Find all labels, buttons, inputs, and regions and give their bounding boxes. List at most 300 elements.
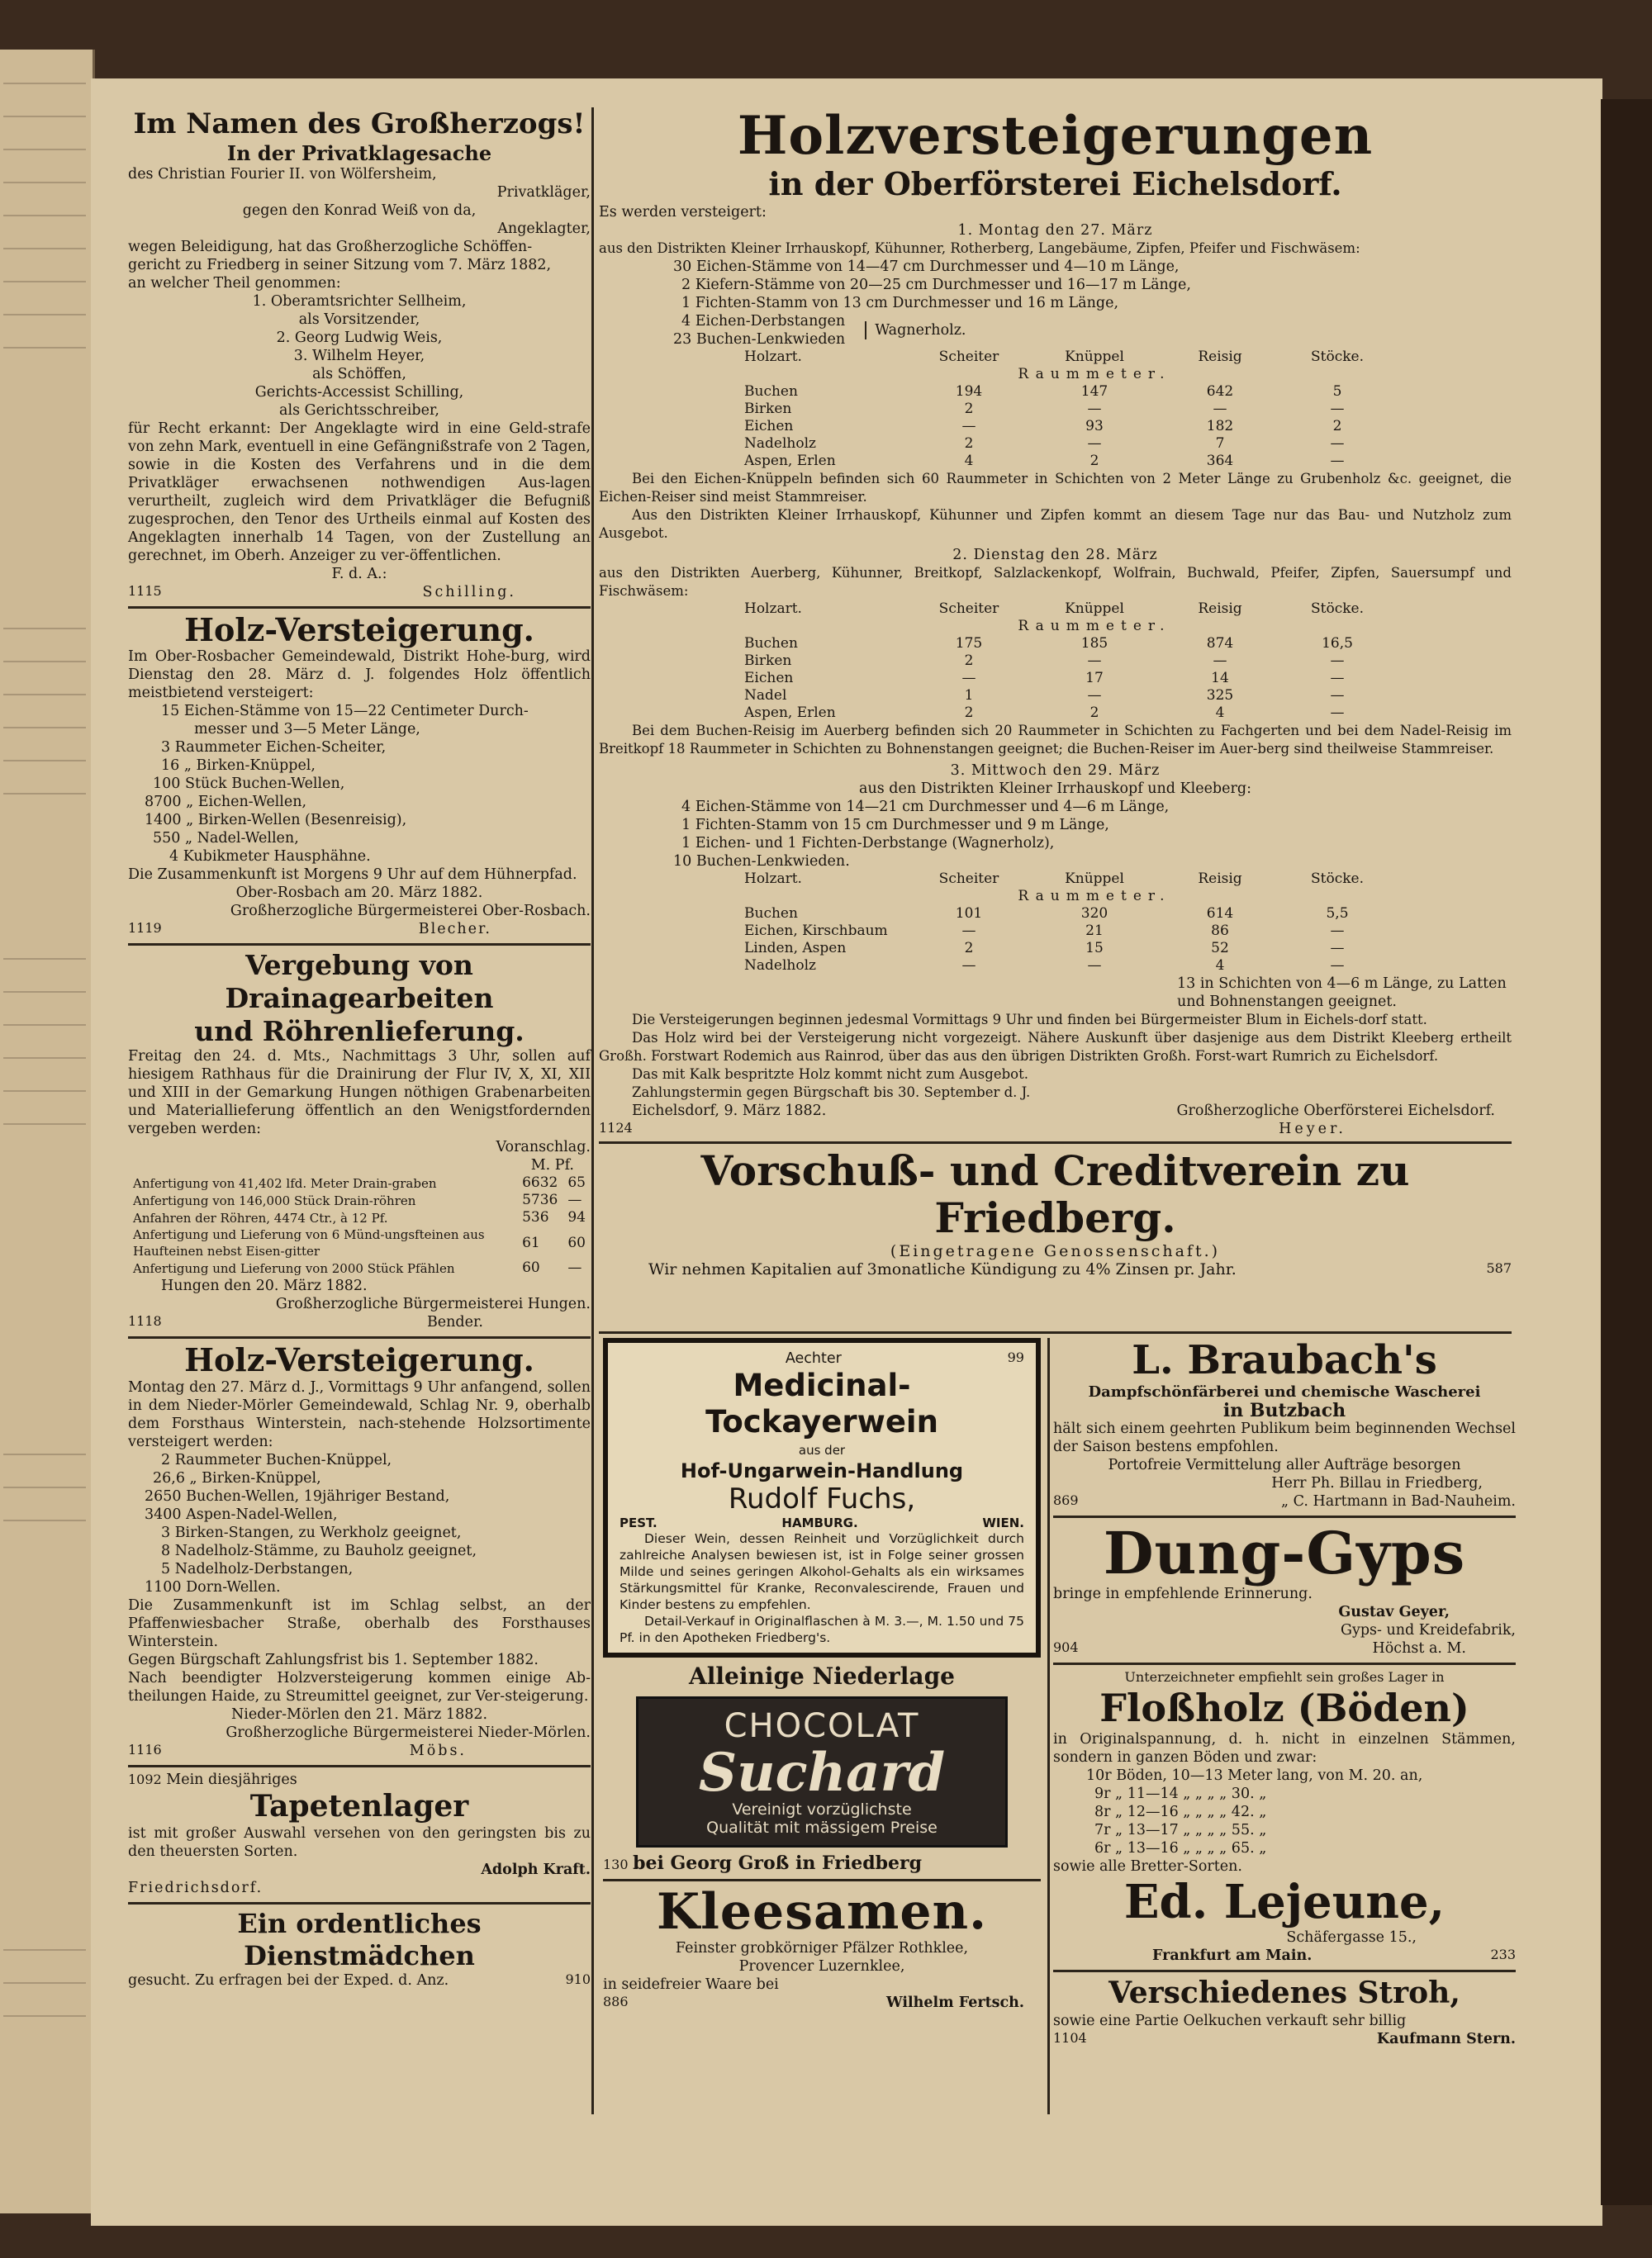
tokay-wine-ad <box>603 1338 1041 1658</box>
text-line: Privatkläger, <box>496 183 591 201</box>
table-cell: 2 <box>1089 452 1099 469</box>
ad-title: Tapetenlager <box>249 1788 469 1824</box>
maid-wanted-ad <box>128 1908 591 1990</box>
intro-text: Es werden versteigert: <box>599 203 767 221</box>
list-item: 16 „ Birken-Knüppel, <box>161 757 316 775</box>
table-header: Holzart. <box>744 870 802 887</box>
table-cell: 2 <box>964 939 974 956</box>
table-header: Reisig <box>1198 348 1242 365</box>
table-cell: Birken <box>744 652 792 669</box>
table-cell: — <box>1330 939 1345 956</box>
table-cell: 2 <box>964 652 974 669</box>
text-line: Feinster grobkörniger Pfälzer Rothklee, <box>675 1939 969 1957</box>
districts: aus den Distrikten Kleiner Irrhauskopf, Kühunner, Rotherberg, Langebäume, Zipfen, Pfeifer und Fischwäsem: <box>599 240 1360 256</box>
table-row <box>739 366 1392 383</box>
table-row <box>739 635 1392 652</box>
table-cell: 147 <box>1080 382 1108 400</box>
place-date: Eichelsdorf, 9. März 1882. <box>632 1102 827 1119</box>
brand-name: Suchard <box>698 1741 946 1804</box>
table-cell: 5736 <box>522 1192 558 1209</box>
text-line: Gerichts-Accessist Schilling, <box>254 383 464 401</box>
drainage-tender <box>128 949 591 1331</box>
ad-number: 1116 <box>128 1741 162 1758</box>
text-line: wegen Beleidigung, hat das Großherzogliche Schöffen- <box>128 238 533 255</box>
book-edge <box>1601 99 1652 2205</box>
divider <box>1053 1970 1516 1972</box>
table-header: Reisig <box>1198 870 1242 887</box>
address: Schäfergasse 15., <box>1286 1929 1417 1947</box>
table-header: M. Pf. <box>530 1157 574 1174</box>
table-cell: Buchen <box>744 634 798 652</box>
list-item: 8 Nadelholz-Stämme, zu Bauholz geeignet, <box>161 1542 477 1559</box>
ad-footer <box>1053 1492 1516 1511</box>
table-cell: — <box>1330 452 1345 469</box>
ad-number: 886 <box>603 1993 629 2009</box>
signature: Adolph Kraft. <box>481 1862 591 1879</box>
raft-wood-ad <box>1053 1668 1516 1965</box>
authority: Großherzogliche Bürgermeisterei Nieder-Mörlen. <box>225 1724 591 1741</box>
ad-number: 99 <box>1007 1350 1024 1365</box>
table-cell: — <box>1087 956 1102 974</box>
ad-top <box>620 1350 1024 1368</box>
notice-title: Im Namen des Großherzogs! <box>133 107 586 140</box>
table-row <box>739 687 1392 704</box>
day-heading: 3. Mittwoch den 29. März <box>950 761 1161 779</box>
list-item: 1 Fichten-Stamm von 15 cm Durchmesser und 9 m Länge, <box>681 816 1109 833</box>
ad-title: Vorschuß- und Creditverein zu Friedberg. <box>700 1146 1410 1243</box>
text-line: als Vorsitzender, <box>298 311 420 328</box>
place-date: Nieder-Mörlen den 21. März 1882. <box>230 1705 488 1723</box>
ad-city: Frankfurt am Main. <box>1152 1947 1313 1965</box>
ad-body: Im Ober-Rosbacher Gemeindewald, Distrikt Hohe-burg, wird Dienstag den 28. März d. J. folgendes Holz öffentlich meistbietend versteigert: <box>128 648 591 702</box>
chocolate-logo <box>636 1696 1008 1848</box>
table-cell: — <box>1330 956 1345 974</box>
table-header: Stöcke. <box>1311 870 1364 887</box>
table-header: Knüppel <box>1065 870 1124 887</box>
signature: Möbs. <box>409 1742 467 1759</box>
table-cell: — <box>1213 400 1227 417</box>
ad-number: 1119 <box>128 920 162 937</box>
table-cell: — <box>1213 652 1227 669</box>
ad-title: Vergebung von Drainagearbeiten <box>225 949 494 1015</box>
list-item: 550 „ Nadel-Wellen, <box>153 830 299 847</box>
list-item: messer und 3—5 Meter Länge, <box>194 721 420 738</box>
ad-number: 1124 <box>599 1119 633 1136</box>
table-cell: 21 <box>1085 922 1104 939</box>
list-item: 2 Raummeter Buchen-Knüppel, <box>161 1451 392 1468</box>
divider <box>599 1331 1512 1334</box>
ad-body: Gegen Bürgschaft Zahlungsfrist bis 1. September 1882. <box>128 1651 539 1668</box>
table-cell: 182 <box>1206 417 1234 434</box>
day2-table <box>739 600 1392 722</box>
city: PEST. <box>620 1515 657 1530</box>
ad-body: bringe in empfehlende Erinnerung. <box>1053 1586 1313 1603</box>
table-cell: 6632 <box>522 1174 558 1192</box>
list-item: 4 Eichen-Stämme von 14—21 cm Durchmesser und 4—6 m Länge, <box>681 798 1170 815</box>
price-row: 10r Böden, 10—13 Meter lang, von M. 20. an, <box>1086 1767 1423 1785</box>
table-cell: Aspen, Erlen <box>744 452 836 469</box>
ad-number: 904 <box>1053 1639 1079 1656</box>
table-cell: 2 <box>1089 704 1099 721</box>
table-cell: 14 <box>1211 669 1229 686</box>
table-cell: — <box>567 1259 582 1277</box>
list-item: 23 Buchen-Lenkwieden <box>673 330 846 348</box>
ad-footer <box>1053 2030 1516 2048</box>
table-cell: 52 <box>1211 939 1229 956</box>
authority: Großherzogliche Oberförsterei Eichelsdorf. <box>1176 1102 1495 1119</box>
table-cell: 5,5 <box>1326 904 1349 922</box>
authority: Großherzogliche Bürgermeisterei Ober-Rosbach. <box>230 903 591 920</box>
closing-text: Das mit Kalk bespritzte Holz kommt nicht zum Ausgebot. <box>632 1065 1028 1082</box>
ad-body: Dieser Wein, dessen Reinheit und Vorzüglichkeit durch zahlreiche Analysen bewiesen ist, ist in Folge seiner grossen Milde und seines geringen Alkohol-Gehalts als ein wirksames Stärkungsmittel für Kranke, Reconvalescirende, Frauen und Kinder bestens zu empfehlen. <box>620 1530 1024 1612</box>
tagline: Vereinigt vorzüglichste <box>732 1800 912 1819</box>
signature: Wilhelm Fertsch. <box>886 1994 1024 2011</box>
notice-subtitle: In der Privatklagesache <box>226 140 492 165</box>
ad-number: 1118 <box>128 1313 162 1330</box>
table-cell: 536 <box>522 1209 549 1226</box>
place-date: Ober-Rosbach am 20. März 1882. <box>235 885 483 902</box>
table-row <box>739 418 1392 435</box>
table-header: Holzart. <box>744 600 802 617</box>
table-row <box>739 704 1392 722</box>
ad-city: Höchst a. M. <box>1372 1640 1466 1658</box>
divider <box>128 1336 591 1339</box>
table-header-row <box>739 349 1392 366</box>
text-line: aus der <box>798 1442 846 1458</box>
ad-body: Freitag den 24. d. Mts., Nachmittags 3 Uhr, sollen auf hiesigem Rathhaus für die Drainirung der Flur IV, X, XI, XII und XIII in der Gemarkung Hungen nöthigen Grabenarbeiten und Materiallieferung öffentlich an den Wenigstfordernden vergeben werden: <box>128 1048 591 1138</box>
table-cell: — <box>1330 400 1345 417</box>
table-header-row <box>739 600 1392 618</box>
list-item: 1400 „ Birken-Wellen (Besenreisig), <box>145 812 407 829</box>
ad-footer <box>599 1260 1512 1278</box>
table-row <box>128 1192 591 1209</box>
text-line: Angeklagter, <box>497 220 591 237</box>
table-header: Stöcke. <box>1311 600 1364 617</box>
table-row <box>739 888 1392 905</box>
signature: Kaufmann Stern. <box>1376 2030 1516 2047</box>
suchard-ad <box>603 1663 1041 1874</box>
table-row <box>128 1174 591 1192</box>
ad-footer <box>128 1971 591 1990</box>
table-header: Scheiter <box>938 600 999 617</box>
ad-footer <box>1053 1947 1516 1965</box>
text-line: als Gerichtsschreiber, <box>279 401 439 419</box>
ad-footer <box>128 920 591 938</box>
ad-footer <box>128 1742 591 1760</box>
table-row <box>739 670 1392 687</box>
signature: Gustav Geyer, <box>1338 1604 1450 1621</box>
ad-lead: Aechter <box>785 1350 842 1367</box>
table-cell: 4 <box>1215 704 1225 721</box>
table-cell: 175 <box>955 634 983 652</box>
authority: Großherzogliche Bürgermeisterei Hungen. <box>275 1296 591 1313</box>
wagner-group <box>599 312 1512 349</box>
text-line: Provencer Luzernklee, <box>738 1957 905 1975</box>
ad-body: ist mit großer Auswahl versehen von den geringsten bis zu den theuersten Sorten. <box>128 1825 591 1861</box>
gypsum-ad <box>1053 1521 1516 1658</box>
wagner-label: Wagnerholz. <box>865 321 966 339</box>
table-cell: — <box>1087 652 1102 669</box>
table-cell: 364 <box>1206 452 1234 469</box>
list-item: 1 Fichten-Stamm von 13 cm Durchmesser und 16 m Länge, <box>681 294 1119 311</box>
ad-title: Dung-Gyps <box>1103 1519 1466 1588</box>
table-header: Scheiter <box>938 348 999 365</box>
table-cell: 16,5 <box>1322 634 1353 652</box>
table-cell: — <box>1330 922 1345 939</box>
list-item: 4 Kubikmeter Hausphähne. <box>169 848 371 866</box>
table-cell: 2 <box>964 400 974 417</box>
note: Aus den Distrikten Kleiner Irrhauskopf, Kühunner und Zipfen kommt an diesem Tage nur das Bau- und Nutzholz zum Ausgebot. <box>599 506 1512 541</box>
ad-body: Die Zusammenkunft ist Morgens 9 Uhr auf dem Hühnerpfad. <box>128 866 577 884</box>
ad-number: 910 <box>565 1971 591 1987</box>
ad-body: Detail-Verkauf in Originalflaschen à M. 3.—, M. 1.50 und 75 Pf. in den Apotheken Friedberg's. <box>620 1613 1024 1645</box>
table-row <box>128 1209 591 1226</box>
table-row <box>739 923 1392 940</box>
left-column <box>128 107 591 1995</box>
table-cell: Eichen <box>744 669 794 686</box>
table-header: Knüppel <box>1065 348 1124 365</box>
notice-body: für Recht erkannt: Der Angeklagte wird in eine Geld-strafe von zehn Mark, eventuell in eine Gefängnißstrafe von 2 Tagen, sowie in die Kosten des Verfahrens und in die dem Privatkläger erwachsenen nothwendigen Aus-lagen verurtheilt, zugleich wird dem Privatkläger die Befugniß zugesprochen, den Tenor des Urtheils einmal auf Kosten des Angeklagten innerhalb 14 Tagen, von der Zustellung an gerechnet, im Oberh. Anzeiger zu ver-öffentlichen. <box>128 420 591 564</box>
firm: Gyps- und Kreidefabrik, <box>1340 1622 1516 1639</box>
braubach-ad <box>1053 1338 1516 1511</box>
table-row <box>739 383 1392 401</box>
table-cell: 5 <box>1332 382 1342 400</box>
table-row <box>739 940 1392 957</box>
districts: aus den Distrikten Auerberg, Kühunner, Breitkopf, Salzlackenkopf, Wolfrain, Buchwald, Pfeifer, Zipfen, Sauersumpf und Fischwäsem: <box>599 564 1512 599</box>
table-cell: 93 <box>1085 417 1104 434</box>
table-cell: 2 <box>964 704 974 721</box>
table-cell: — <box>1330 704 1345 721</box>
ad-title: Verschiedenes Stroh, <box>1108 1976 1460 2011</box>
table-row <box>128 1226 591 1259</box>
wood-auction-ober-rosbach <box>128 612 591 939</box>
unit-label: Raummeter. <box>1018 887 1171 904</box>
ad-lead: Mein diesjähriges <box>166 1771 297 1788</box>
text-line: in seidefreier Waare bei <box>603 1976 779 1993</box>
table-cell: 185 <box>1080 634 1108 652</box>
table-cell: 2 <box>1332 417 1342 434</box>
table-cell: 4 <box>964 452 974 469</box>
ad-number: 130 <box>603 1856 629 1872</box>
price-row: 7r „ 13—17 „ „ „ „ 55. „ <box>1094 1822 1267 1839</box>
table-cell: 4 <box>1215 956 1225 974</box>
table-cell: Anfertigung und Lieferung von 6 Münd-ungsfteinen aus Haufteinen nebst Eisen-gitter <box>133 1227 485 1259</box>
court-notice <box>128 107 591 601</box>
text-line: 3. Wilhelm Heyer, <box>293 347 425 364</box>
table-cell: Linden, Aspen <box>744 939 847 956</box>
main-title: Holzversteigerungen <box>737 105 1374 167</box>
ad-city: in Butzbach <box>1222 1400 1346 1422</box>
list-item: 4 Eichen-Derbstangen <box>681 312 846 330</box>
ad-title: L. Braubach's <box>1132 1337 1437 1383</box>
day-heading: 2. Dienstag den 28. März <box>952 546 1158 563</box>
table-cell: 7 <box>1215 434 1225 452</box>
table-cell: 61 <box>522 1234 540 1251</box>
middle-column <box>603 1338 1041 2017</box>
city: WIEN. <box>982 1515 1024 1530</box>
owner-name: Rudolf Fuchs, <box>728 1482 916 1516</box>
table-cell: 320 <box>1080 904 1108 922</box>
table-cell: 1 <box>964 686 974 704</box>
signature: Schilling. <box>422 583 516 600</box>
divider <box>128 606 591 609</box>
list-item: 1 Eichen- und 1 Fichten-Derbstange (Wagnerholz), <box>681 834 1055 851</box>
divider <box>599 1141 1512 1144</box>
table-cell: 2 <box>964 434 974 452</box>
table-row <box>739 618 1392 635</box>
ad-body: gesucht. Zu erfragen bei der Exped. d. Anz. <box>128 1971 449 1989</box>
text-line: an welcher Theil genommen: <box>128 274 341 292</box>
list-item: 3 Birken-Stangen, zu Werkholz geeignet, <box>161 1524 462 1541</box>
divider <box>1053 1663 1516 1665</box>
table-cell: 86 <box>1211 922 1229 939</box>
table-cell: Eichen, Kirschbaum <box>744 922 888 939</box>
table-cell: Eichen <box>744 417 794 434</box>
ad-body: hält sich einem geehrten Publikum beim beginnenden Wechsel der Saison bestens empfohlen. <box>1053 1421 1516 1456</box>
right-column <box>1053 1338 1516 2053</box>
text-line: 1. Oberamtsrichter Sellheim, <box>252 292 467 310</box>
ad-body: Portofreie Vermittelung aller Aufträge besorgen <box>1108 1457 1461 1474</box>
ad-lead: Alleinige Niederlage <box>689 1662 955 1690</box>
table-cell: Aspen, Erlen <box>744 704 836 721</box>
closing-footer <box>599 1102 1512 1120</box>
notice-footer <box>128 583 591 601</box>
table-row <box>739 905 1392 923</box>
ad-body: sowie alle Bretter-Sorten. <box>1053 1858 1242 1876</box>
ad-title: Holz-Versteigerung. <box>184 1341 534 1379</box>
table-cell: Buchen <box>744 382 798 400</box>
unit-label: Raummeter. <box>1018 365 1171 382</box>
day3-table <box>739 870 1392 975</box>
table-cell: — <box>1330 652 1345 669</box>
brand-line: CHOCOLAT <box>724 1706 920 1745</box>
table-row <box>739 435 1392 453</box>
table-cell: 17 <box>1085 669 1104 686</box>
text-line: gegen den Konrad Weiß von da, <box>242 202 477 219</box>
ad-number: 233 <box>1490 1947 1516 1963</box>
table-header: Stöcke. <box>1311 348 1364 365</box>
ad-footer <box>1053 1639 1516 1658</box>
list-item: 5 Nadelholz-Derbstangen, <box>161 1560 354 1577</box>
table-cell: — <box>1330 669 1345 686</box>
table-cell: — <box>1087 686 1102 704</box>
column-rule <box>1047 1338 1050 2114</box>
divider <box>603 1879 1041 1881</box>
table-cell: — <box>961 956 976 974</box>
table-cell: Anfertigung und Lieferung von 2000 Stück Pfählen <box>133 1260 455 1276</box>
closing-text: Die Versteigerungen beginnen jedesmal Vormittags 9 Uhr und finden bei Bürgermeister Blum in Eichels-dorf statt. <box>632 1011 1427 1027</box>
list-item: 2650 Buchen-Wellen, 19jähriger Bestand, <box>145 1487 450 1505</box>
ad-lead: Unterzeichneter empfiehlt sein großes Lager in <box>1124 1669 1445 1686</box>
note: Bei dem Buchen-Reisig im Auerberg befinden sich 20 Raummeter in Schichten zu Fachgerten und bei dem Nadel-Reisig im Breitkopf 18 Raummeter in Schichten zu Bohnenstangen geeignet; die Buchen-Reiser im Auer-berg sind theilweise Stammreiser. <box>599 722 1512 757</box>
ad-title: Holz-Versteigerung. <box>184 610 534 648</box>
table-cell: Nadel <box>744 686 787 704</box>
main-subtitle: in der Oberförsterei Eichelsdorf. <box>768 165 1342 203</box>
firm-name: Hof-Ungarwein-Handlung <box>680 1459 964 1482</box>
note: Bei den Eichen-Knüppeln befinden sich 60 Raummeter in Schichten von 2 Meter Länge zu Grubenholz &c. geeignet, die Eichen-Reiser sind meist Stammreiser. <box>599 470 1512 505</box>
signature: Blecher. <box>418 921 491 938</box>
list-item: 15 Eichen-Stämme von 15—22 Centimeter Durch- <box>161 703 529 720</box>
day-heading: 1. Montag den 27. März <box>957 221 1153 239</box>
clover-seed-ad <box>603 1882 1041 2012</box>
table-cell: — <box>1087 400 1102 417</box>
table-header: Reisig <box>1198 600 1242 617</box>
table-cell: Anfahren der Röhren, 4474 Ctr., à 12 Pf. <box>133 1210 388 1226</box>
table-cell: — <box>961 669 976 686</box>
agent: „ C. Hartmann in Bad-Nauheim. <box>1281 1493 1516 1511</box>
table-cell: — <box>1087 434 1102 452</box>
ad-subtitle: (Eingetragene Genossenschaft.) <box>890 1241 1221 1260</box>
list-item: 26,6 „ Birken-Knüppel, <box>153 1469 321 1487</box>
table-cell: — <box>1330 434 1345 452</box>
list-item: 1100 Dorn-Wellen. <box>145 1578 281 1596</box>
table-cell: 194 <box>955 382 983 400</box>
ad-body: Montag den 27. März d. J., Vormittags 9 Uhr anfangend, sollen in dem Nieder-Mörler Gemeindewald, Schlag Nr. 9, oberhalb dem Forsthaus Winterstein, nach-stehende Holzsortimente versteigert werden: <box>128 1378 591 1450</box>
day1-table <box>739 349 1392 470</box>
merchant-name: Ed. Lejeune, <box>1123 1875 1446 1930</box>
table-cell: Birken <box>744 400 792 417</box>
ad-title: Ein ordentliches Dienstmädchen <box>237 1908 482 1971</box>
signature: Heyer. <box>1279 1120 1346 1137</box>
ad-body: in Originalspannung, d. h. nicht in einzelnen Stämmen, sondern in ganzen Böden und zwar: <box>1053 1731 1516 1767</box>
ad-number: 869 <box>1053 1492 1079 1509</box>
adjacent-page-strip <box>0 50 95 2213</box>
table-cell: 325 <box>1206 686 1234 704</box>
table-cell: 65 <box>567 1174 586 1192</box>
agent: Herr Ph. Billau in Friedberg, <box>1271 1475 1483 1492</box>
table-cell: Anfertigung von 146,000 Stück Drain-röhren <box>133 1193 416 1208</box>
closing-text: Zahlungstermin gegen Bürgschaft bis 30. September d. J. <box>632 1084 1031 1100</box>
table-cell: — <box>567 1192 582 1209</box>
credit-union-ad <box>599 1147 1512 1278</box>
ad-title: Medicinal-Tockayerwein <box>705 1368 938 1440</box>
divider <box>128 943 591 946</box>
closing-sign <box>599 1120 1512 1138</box>
ad-footer: bei Georg Groß in Friedberg <box>633 1852 922 1874</box>
text-line: des Christian Fourier II. von Wölfersheim, <box>128 165 437 183</box>
text-line: gericht zu Friedberg in seiner Sitzung vom 7. März 1882, <box>128 256 552 273</box>
divider <box>128 1902 591 1905</box>
cities <box>620 1516 1024 1530</box>
ad-body: Wir nehmen Kapitalien auf 3monatliche Kündigung zu 4% Zinsen pr. Jahr. <box>648 1259 1237 1278</box>
list-item: 30 Eichen-Stämme von 14—47 cm Durchmesser und 4—10 m Länge, <box>673 258 1180 275</box>
wallpaper-ad <box>128 1771 591 1897</box>
ad-title: und Röhrenlieferung. <box>194 1014 525 1047</box>
table-row <box>739 401 1392 418</box>
districts: aus den Distrikten Kleiner Irrhauskopf und Kleeberg: <box>859 780 1251 797</box>
cost-table <box>128 1174 591 1277</box>
ad-body: Nach beendigter Holzversteigerung kommen einige Ab-theilungen Haide, zu Streumittel geeignet, zur Ver-steigerung. <box>128 1669 591 1705</box>
note: 13 in Schichten von 4—6 m Länge, zu Latten und Bohnenstangen geeignet. <box>1177 975 1507 1010</box>
table-header: Voranschlag. <box>496 1139 591 1156</box>
table-cell: — <box>961 417 976 434</box>
price-row: 9r „ 11—14 „ „ „ „ 30. „ <box>1094 1786 1267 1803</box>
straw-ad <box>1053 1976 1516 2047</box>
text-line: 2. Georg Ludwig Weis, <box>276 329 443 346</box>
ad-number: 587 <box>1486 1259 1512 1276</box>
table-row <box>739 652 1392 670</box>
price-row: 6r „ 13—16 „ „ „ „ 65. „ <box>1094 1840 1267 1857</box>
ad-subtitle: Dampfschönfärberei und chemische Wascherei <box>1088 1383 1481 1402</box>
closing-text: Das Holz wird bei der Versteigerung nicht vorgezeigt. Nähere Auskunft über dasjenige aus dem Distrikt Kleeberg ertheilt Großh. Forstwart Rodemich aus Rainrod, über das aus den übrigen Distrikten Großh. Forst-wart Rumrich zu Eichelsdorf. <box>599 1029 1512 1064</box>
table-cell: 614 <box>1206 904 1234 922</box>
table-header: Scheiter <box>938 870 999 887</box>
text-line: als Schöffen, <box>312 365 406 382</box>
table-header: Holzart. <box>744 348 802 365</box>
table-header: Knüppel <box>1065 600 1124 617</box>
table-cell: Anfertigung von 41,402 lfd. Meter Drain-graben <box>133 1175 437 1191</box>
ad-title: Floßholz (Böden) <box>1099 1686 1469 1731</box>
